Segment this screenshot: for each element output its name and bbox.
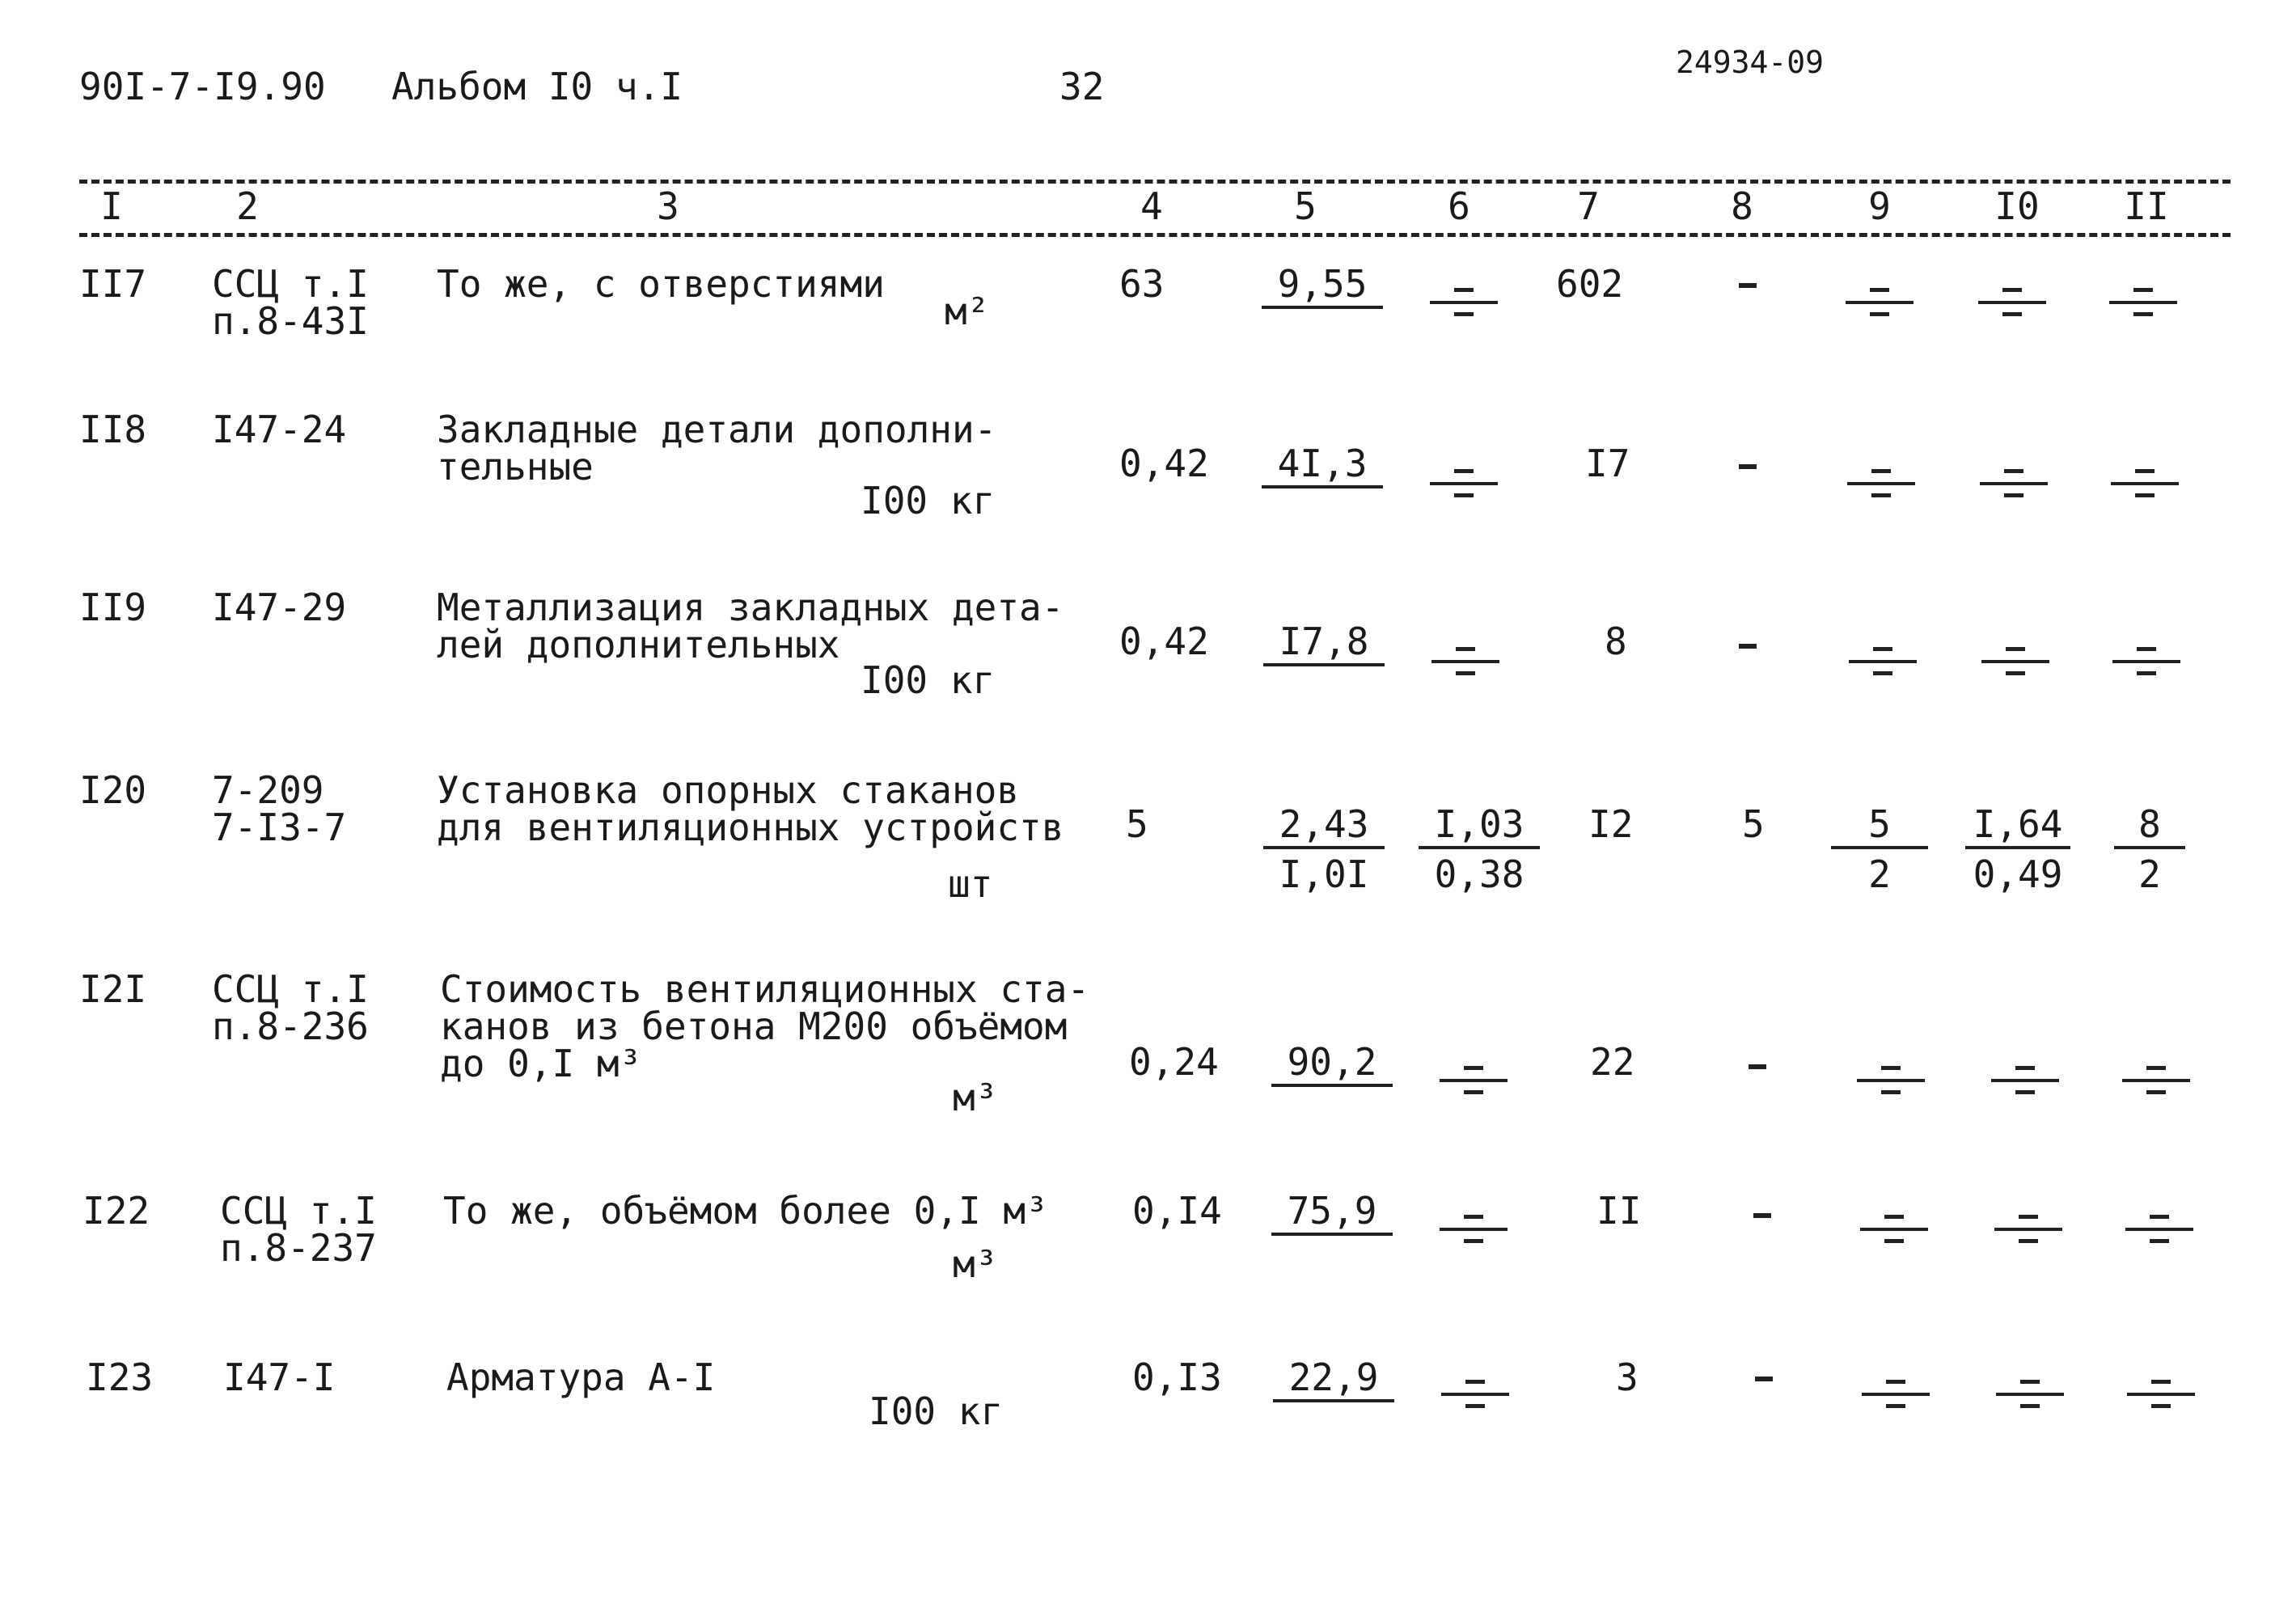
- col-header-9: 9: [1868, 184, 1891, 228]
- empty-fraction-col9: [1849, 647, 1917, 679]
- cell-col5-numerator: 75,9: [1271, 1192, 1393, 1236]
- row-code: I47-24: [212, 408, 347, 451]
- row-description: То же, с отверстиями: [437, 262, 885, 306]
- cell-col7: I2: [1588, 802, 1634, 846]
- document-code: 90I-7-I9.90: [79, 65, 326, 108]
- header-bottom-rule: [79, 233, 2231, 237]
- cell-col5: [1271, 1189, 1393, 1279]
- row-number: II7: [79, 262, 147, 306]
- cell-col5: [1262, 442, 1383, 532]
- empty-fraction-col11: [2127, 1380, 2195, 1412]
- album-label: Альбом I0 ч.I: [391, 65, 683, 108]
- cell-col10: [1965, 802, 2070, 896]
- cell-col5: [1262, 262, 1383, 353]
- cell-col4: 5: [1126, 802, 1148, 846]
- row-unit: м³: [953, 1076, 998, 1119]
- cell-col7: I7: [1585, 442, 1630, 485]
- row-description: То же, объёмом более 0,I м³: [443, 1189, 1048, 1233]
- row-number: I2I: [79, 967, 147, 1011]
- cell-col8-dash: [1755, 1377, 1773, 1381]
- cell-col5-denominator: [1262, 495, 1383, 532]
- cell-col8-dash: [1753, 1213, 1771, 1218]
- col-header-3: 3: [657, 184, 679, 228]
- row-code: I47-29: [212, 586, 347, 629]
- empty-fraction-col6: [1440, 1215, 1508, 1247]
- empty-fraction-col11: [2111, 469, 2179, 501]
- row-code: 7-209 7-I3-7: [212, 768, 347, 849]
- empty-fraction-col10: [1980, 469, 2048, 501]
- col-header-1: I: [100, 184, 123, 228]
- cell-col4: 0,24: [1129, 1040, 1219, 1084]
- cell-col8-dash: [1739, 644, 1757, 649]
- col-header-6: 6: [1448, 184, 1470, 228]
- row-description: Арматура А-I: [446, 1355, 716, 1399]
- empty-fraction-col9: [1846, 288, 1914, 320]
- col-header-5: 5: [1294, 184, 1317, 228]
- cell-col11-numerator: 8: [2114, 806, 2185, 849]
- cell-col4: 63: [1119, 262, 1165, 306]
- col-header-8: 8: [1731, 184, 1753, 228]
- cell-col5: [1263, 802, 1385, 896]
- cell-col5-numerator: 2,43: [1263, 806, 1385, 849]
- empty-fraction-col9: [1847, 469, 1915, 501]
- empty-fraction-col11: [2109, 288, 2177, 320]
- cell-col5-numerator: I7,8: [1263, 623, 1385, 666]
- row-unit: I00 кг: [869, 1389, 1004, 1433]
- row-code: ССЦ т.I п.8-236: [212, 967, 369, 1048]
- page-number: 32: [1059, 65, 1105, 108]
- row-number: I23: [86, 1355, 154, 1399]
- row-number: II8: [79, 408, 147, 451]
- cell-col5-numerator: 22,9: [1273, 1359, 1394, 1402]
- cell-col5-numerator: 90,2: [1271, 1043, 1393, 1087]
- row-description: Установка опорных стаканов для вентиляционных устройств: [437, 768, 1064, 849]
- empty-fraction-col10: [1978, 288, 2046, 320]
- cell-col5: [1271, 1040, 1393, 1131]
- empty-fraction-col6: [1430, 469, 1498, 501]
- row-unit: шт: [948, 862, 993, 906]
- cell-col5-numerator: 4I,3: [1262, 445, 1383, 488]
- cell-col4: 0,42: [1119, 620, 1209, 663]
- empty-fraction-col6: [1430, 288, 1498, 320]
- cell-col5-denominator: [1262, 315, 1383, 353]
- cell-col8-dash: [1749, 1064, 1766, 1069]
- cell-col7: 602: [1556, 262, 1624, 306]
- row-code: ССЦ т.I п.8-237: [220, 1189, 377, 1270]
- cell-col5-numerator: 9,55: [1262, 265, 1383, 309]
- empty-fraction-col10: [1994, 1215, 2062, 1247]
- cell-col5: [1263, 620, 1385, 710]
- cell-col10-denominator: 0,49: [1973, 852, 2063, 896]
- empty-fraction-col6: [1440, 1066, 1508, 1098]
- empty-fraction-col6: [1431, 647, 1499, 679]
- archive-stamp: 24934-09: [1676, 44, 1825, 80]
- row-number: II9: [79, 586, 147, 629]
- cell-col8: 5: [1742, 802, 1765, 846]
- cell-col5-denominator: I,0I: [1279, 852, 1369, 896]
- empty-fraction-col6: [1441, 1380, 1509, 1412]
- row-description: Закладные детали дополни- тельные: [437, 408, 997, 488]
- empty-fraction-col11: [2112, 647, 2180, 679]
- col-header-10: I0: [1994, 184, 2040, 228]
- row-code: I47-I: [223, 1355, 336, 1399]
- cell-col5: [1273, 1355, 1394, 1446]
- cell-col5-denominator: [1273, 1409, 1394, 1446]
- col-header-2: 2: [236, 184, 259, 228]
- cell-col8-dash: [1739, 464, 1757, 469]
- cell-col7: 8: [1605, 620, 1627, 663]
- cell-col7: II: [1596, 1189, 1642, 1233]
- col-header-4: 4: [1140, 184, 1163, 228]
- cell-col11: [2114, 802, 2185, 896]
- cell-col11-denominator: 2: [2138, 852, 2161, 896]
- cell-col6-denominator: 0,38: [1434, 852, 1524, 896]
- empty-fraction-col10: [1996, 1380, 2064, 1412]
- row-description: Металлизация закладных дета- лей дополнительных: [437, 586, 1064, 666]
- row-unit: м²: [945, 290, 990, 333]
- cell-col6-numerator: I,03: [1419, 806, 1540, 849]
- cell-col5-denominator: [1271, 1242, 1393, 1279]
- cell-col9-numerator: 5: [1831, 806, 1928, 849]
- cell-col9: [1831, 802, 1928, 896]
- cell-col4: 0,I3: [1132, 1355, 1222, 1399]
- empty-fraction-col9: [1862, 1380, 1930, 1412]
- cell-col4: 0,42: [1119, 442, 1209, 485]
- cell-col8-dash: [1739, 283, 1757, 288]
- row-unit: м³: [953, 1242, 998, 1286]
- row-description: Стоимость вентиляционных ста- канов из бетона М200 объёмом до 0,I м³: [440, 967, 1090, 1085]
- empty-fraction-col9: [1860, 1215, 1928, 1247]
- row-unit: I00 кг: [861, 479, 996, 522]
- empty-fraction-col11: [2122, 1066, 2190, 1098]
- cell-col4: 0,I4: [1132, 1189, 1222, 1233]
- empty-fraction-col10: [1991, 1066, 2059, 1098]
- empty-fraction-col11: [2125, 1215, 2193, 1247]
- row-unit: I00 кг: [861, 658, 996, 702]
- cell-col7: 22: [1590, 1040, 1635, 1084]
- cell-col6: [1419, 802, 1540, 896]
- header-top-rule: [79, 180, 2231, 184]
- cell-col5-denominator: [1263, 673, 1385, 710]
- row-number: I22: [82, 1189, 150, 1233]
- empty-fraction-col9: [1857, 1066, 1925, 1098]
- cell-col10-numerator: I,64: [1965, 806, 2070, 849]
- cell-col7: 3: [1616, 1355, 1639, 1399]
- col-header-11: II: [2124, 184, 2169, 228]
- row-number: I20: [79, 768, 147, 812]
- cell-col9-denominator: 2: [1868, 852, 1891, 896]
- cell-col5-denominator: [1271, 1093, 1393, 1131]
- row-code: ССЦ т.I п.8-43I: [212, 262, 369, 343]
- empty-fraction-col10: [1981, 647, 2049, 679]
- col-header-7: 7: [1577, 184, 1600, 228]
